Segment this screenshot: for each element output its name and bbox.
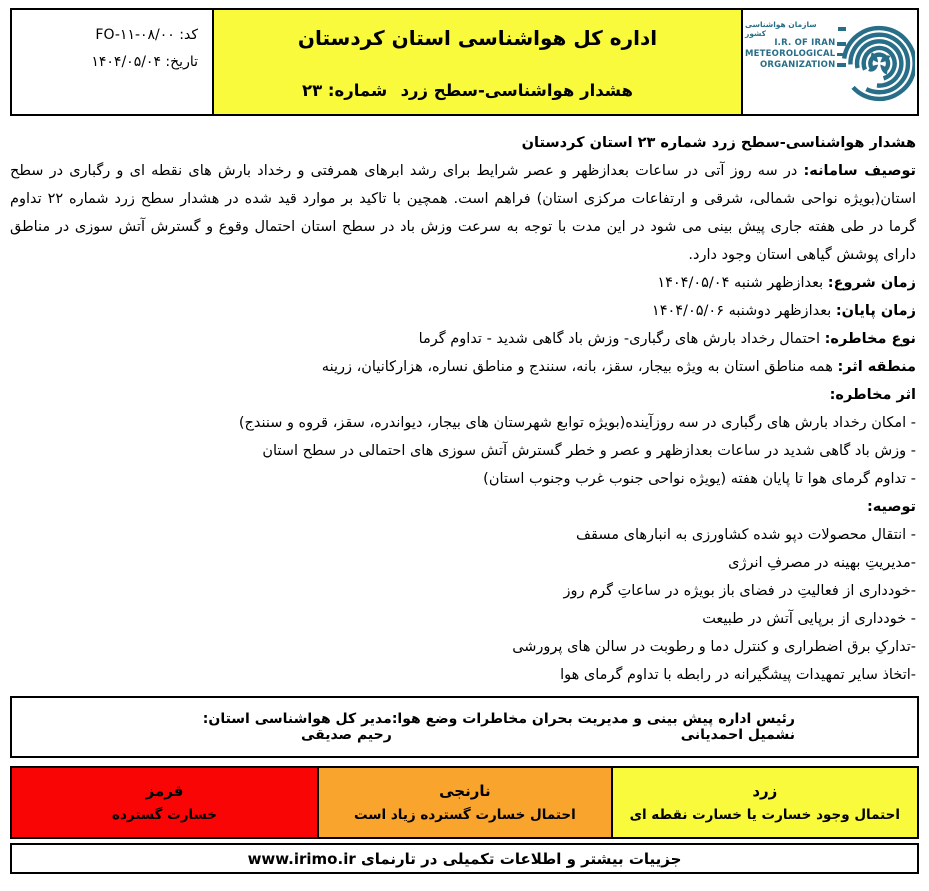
logo-en-line-1: I.R. OF IRAN <box>774 38 846 49</box>
logo-bar-icon <box>837 63 846 67</box>
advice-item: -تدارکِ برق اضطراری و کنترل دما و رطوبت در سالن های پرورشی <box>512 639 916 655</box>
affected-area-label: منطقه اثر: <box>837 359 916 375</box>
date-line <box>18 49 198 76</box>
section-hazard-type <box>10 325 916 353</box>
advice-label: توصیه: <box>866 499 916 515</box>
hazard-effect-item: - امکان رخداد بارش های رگباری در سه روزآینده(بویژه توابع شهرستان های بیجار، دیواندره، سقز، قروه و سنندج) <box>238 415 916 431</box>
section-end-time <box>10 297 916 325</box>
advice-item: -اتخاذ سایر تمهیدات پیشگیرانه در رابطه با تداوم گرمای هوا <box>560 667 916 683</box>
footer-bar <box>10 843 919 874</box>
severity-orange-title: نارنجی <box>439 782 491 800</box>
hazard-effect-label: اثر مخاطره: <box>829 387 916 403</box>
severity-yellow-title: زرد <box>752 782 778 800</box>
system-description-label: توصیف سامانه: <box>803 163 916 179</box>
severity-red-title: قرمز <box>145 782 184 800</box>
end-time-label: زمان پایان: <box>835 303 916 319</box>
code-date-box <box>12 10 212 114</box>
code-value: FO-۱۱-۰۸/۰۰ <box>95 27 175 43</box>
advice-item: - خودداری از برپایی آتش در طبیعت <box>702 611 916 627</box>
logo-en-line-2: METEOROLOGICAL <box>745 49 846 60</box>
warning-level-title: هشدار هواشناسی-سطح زرد <box>400 81 633 100</box>
logo-bar-icon <box>837 42 846 46</box>
affected-area-value: همه مناطق استان به ویژه بیجار، سقز، بانه، سنندج و مناطق نساره، هزارکانیان، زرینه <box>321 359 833 375</box>
signature-box <box>10 696 919 758</box>
director-general-signature: مدیر کل هواشناسی استان: رحیم صدیقی <box>202 711 392 743</box>
code-line <box>18 22 198 49</box>
document-header <box>10 8 919 116</box>
code-label: کد: <box>179 27 198 43</box>
forecast-head-signature: رئیس اداره پیش بینی و مدیریت بحران مخاطرات وضع هوا: نشمیل احمدیانی <box>391 711 795 743</box>
severity-yellow-desc: احتمال وجود خسارت یا خسارت نقطه ای <box>629 807 901 823</box>
org-title: اداره کل هواشناسی استان کردستان <box>297 26 658 50</box>
logo-fa-line <box>745 20 846 39</box>
start-time-value: بعدازظهر شنبه ۱۴۰۴/۰۵/۰۴ <box>657 275 824 291</box>
logo-bar-icon <box>837 53 846 57</box>
section-system-description <box>10 157 916 269</box>
severity-red-desc: خسارت گسترده <box>112 807 217 823</box>
hazard-type-label: نوع مخاطره: <box>824 331 916 347</box>
severity-orange-desc: احتمال خسارت گسترده زیاد است <box>353 807 576 823</box>
system-description-text: در سه روز آتی در ساعات بعدازظهر و عصر شرایط برای رشد ابرهای همرفتی و رخداد بارش های نقطه ای و رگباری در سطح استان(بویژه نواحی شمالی، شرقی و ارتفاعات مرکزی استان) فراهم است. همچین با تاکید بر موارد قید شده در هشدار سطح زرد شماره ۲۲ تداوم گرما در طی هفته جاری پیش بینی می شود در این مدت با توجه به سرعت وزش باد در سطح استان احتمال وقوع و گسترش آتش سوزی در مناطق دارای پوشش گیاهی استان وجود دارد. <box>10 163 917 263</box>
warning-body <box>10 116 919 689</box>
advice-item: -خودداری از فعالیتِ در فضای باز بویژه در ساعاتِ گرم روز <box>563 583 916 599</box>
hazard-effect-item: - تداوم گرمای هوا تا پایان هفته (یویژه نواحی جنوب غرب وجنوب استان) <box>483 471 916 487</box>
logo-fa-text: سازمان هواشناسی کشور <box>745 19 817 39</box>
hazard-type-value: احتمال رخداد بارش های رگباری- وزش باد گاهی شدید - تداوم گرما <box>418 331 820 347</box>
section-start-time <box>10 269 916 297</box>
severity-legend <box>10 766 919 839</box>
logo-en-line-3: ORGANIZATION <box>760 60 846 71</box>
advice-item: - انتقال محصولات دپو شده کشاورزی به انبارهای مسقف <box>575 527 916 543</box>
end-time-value: بعدازظهر دوشنبه ۱۴۰۴/۰۵/۰۶ <box>651 303 832 319</box>
body-heading: هشدار هواشناسی-سطح زرد شماره ۲۳ استان کردستان <box>521 135 916 151</box>
date-value: ۱۴۰۴/۰۵/۰۴ <box>91 54 161 71</box>
hazard-effect-item: - وزش باد گاهی شدید در ساعات بعدازظهر و عصر و خطر گسترش آتش سوزی های احتمالی در سطح استان <box>262 443 916 459</box>
footer-website-text: جزییات بیشتر و اطلاعات تکمیلی در تارنمای www.irimo.ir <box>247 849 682 868</box>
title-box <box>212 10 741 114</box>
warning-subtitle-row <box>214 81 741 100</box>
severity-yellow-cell <box>613 766 919 839</box>
logo-box <box>741 10 917 114</box>
advice-item: -مدیریتِ بهینه در مصرفِ انرژی <box>728 555 916 571</box>
warning-number: شماره: ۲۳ <box>302 81 388 100</box>
section-affected-area <box>10 353 916 381</box>
start-time-label: زمان شروع: <box>827 275 916 291</box>
logo-text-block <box>745 20 846 71</box>
severity-orange-cell <box>319 766 613 839</box>
severity-red-cell <box>10 766 319 839</box>
logo-bar-icon <box>838 27 847 31</box>
date-label: تاریخ: <box>165 54 198 71</box>
